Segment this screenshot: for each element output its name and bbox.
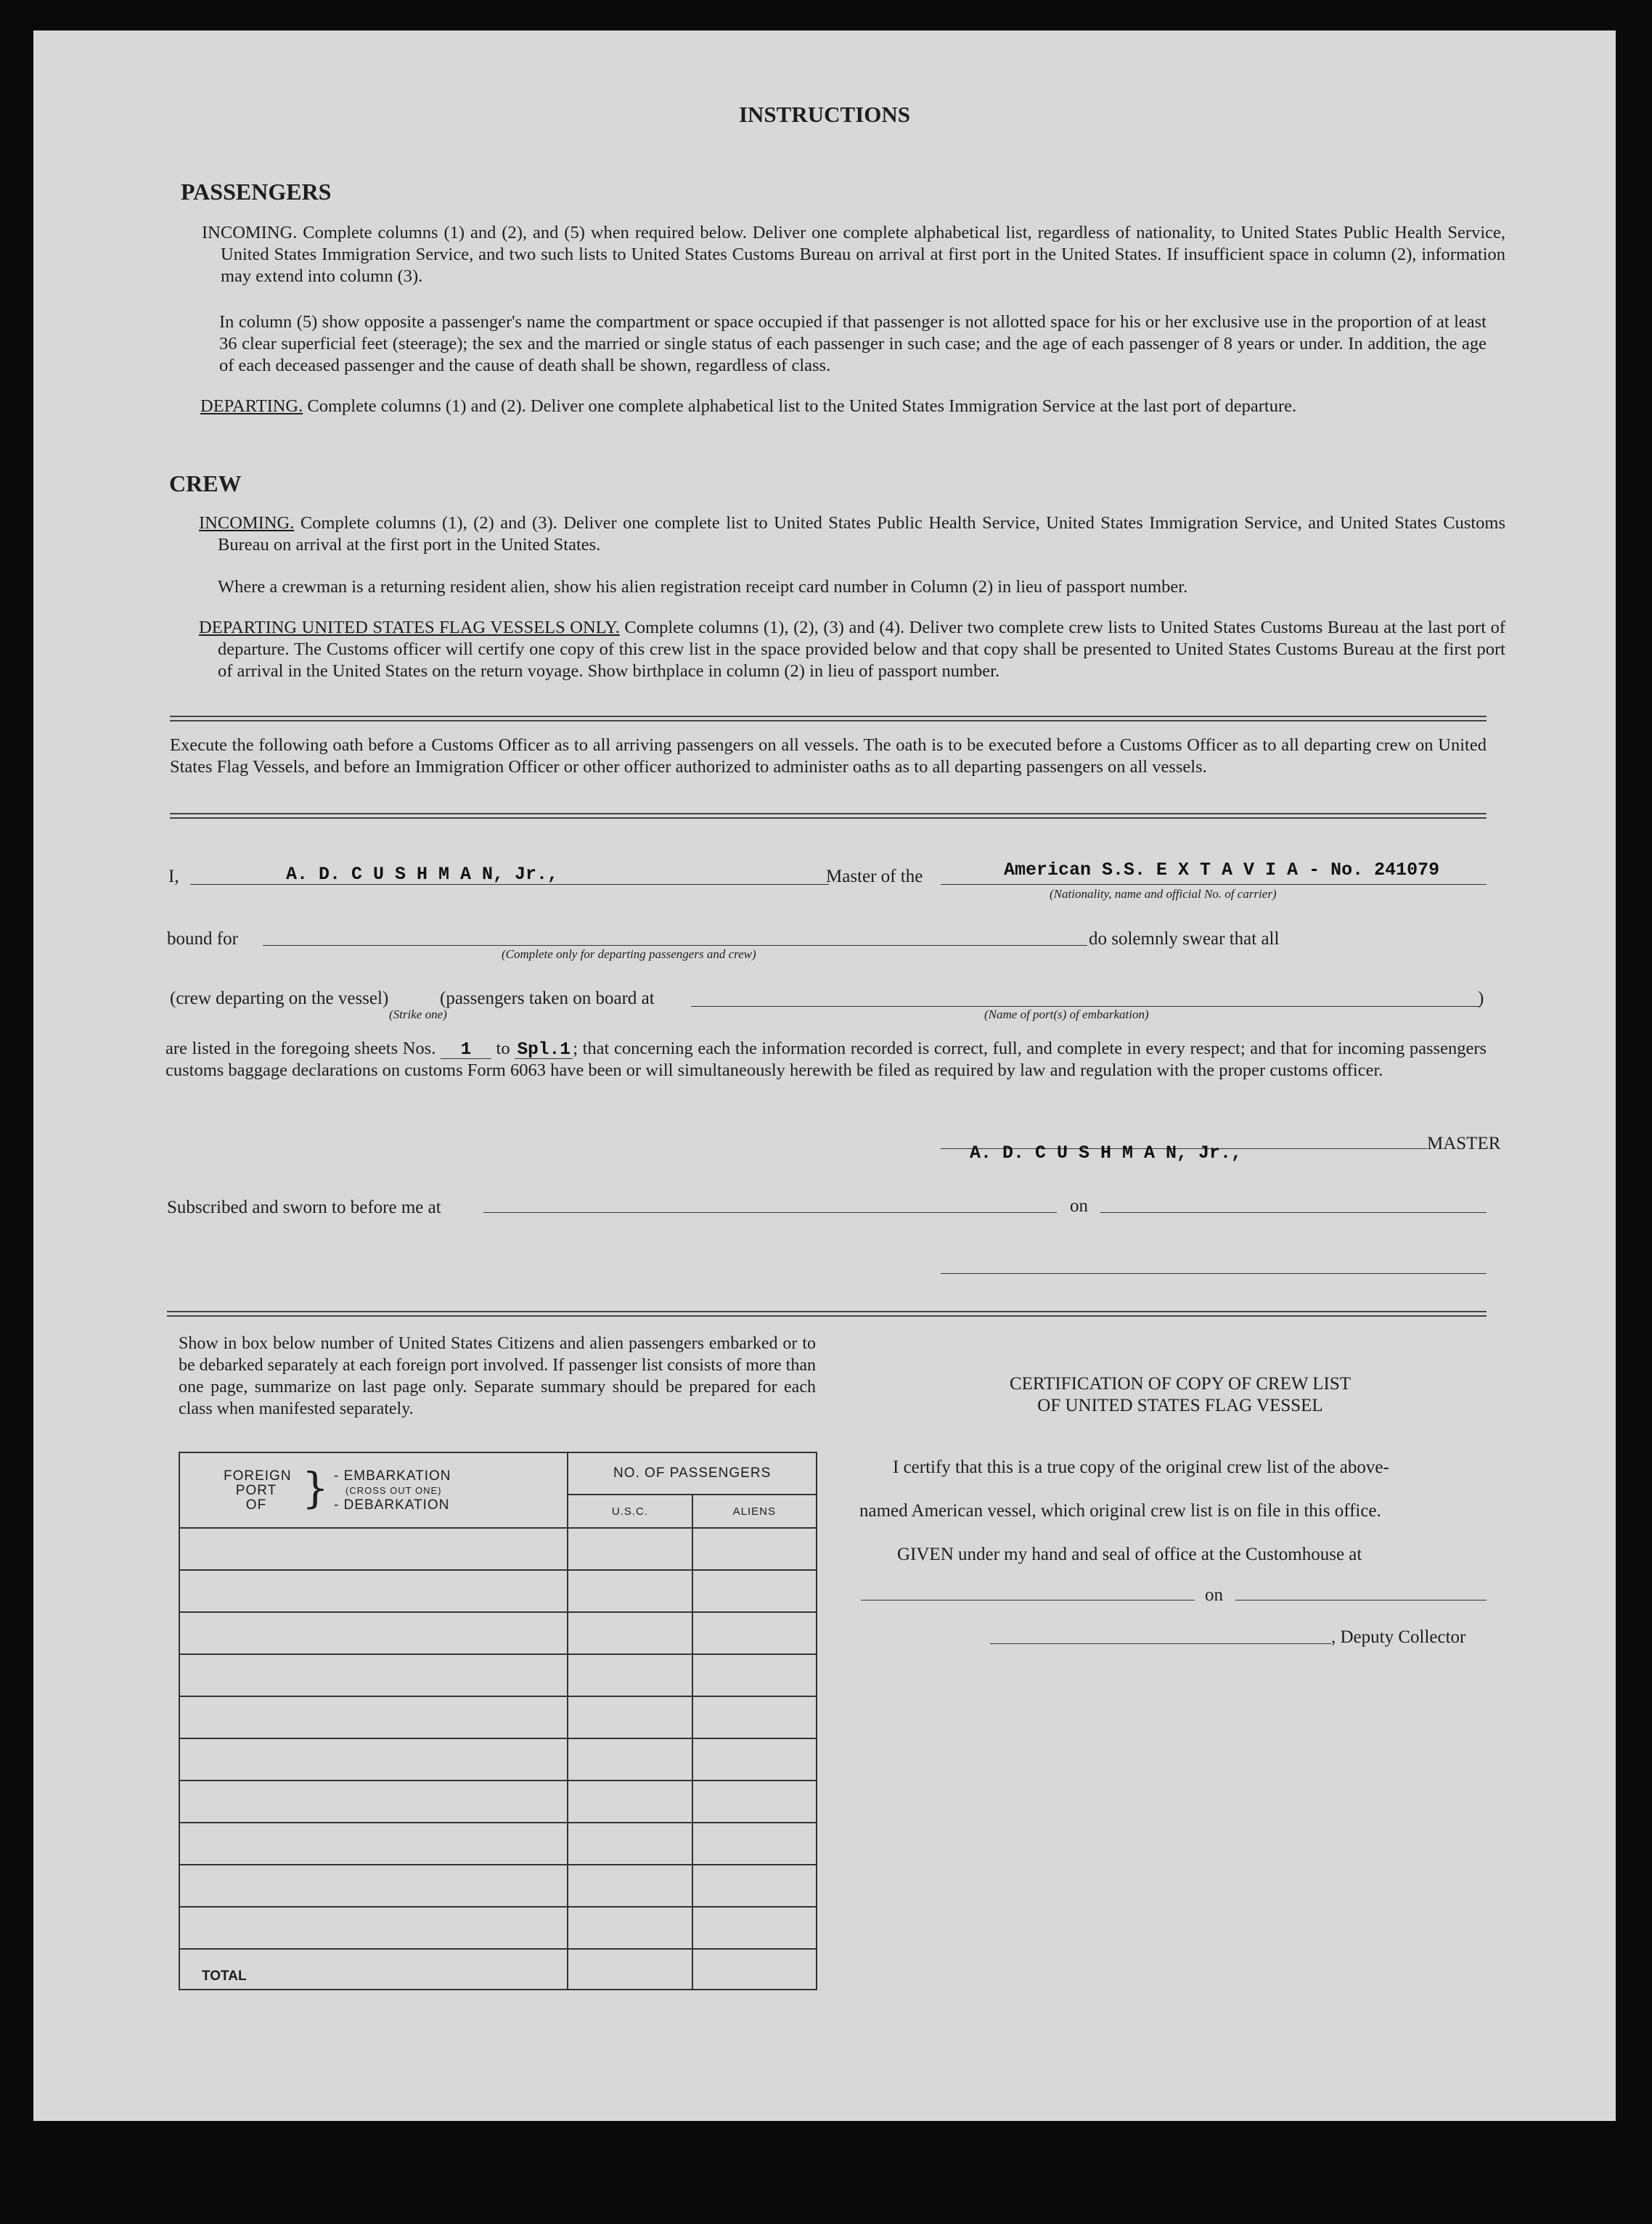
divider	[170, 813, 1487, 819]
passengers-departing-lead: DEPARTING.	[200, 396, 303, 416]
certification-line3: GIVEN under my hand and seal of office at the Customhouse at	[897, 1545, 1362, 1564]
sheets-paragraph	[165, 1038, 1487, 1082]
aliens-cell[interactable]	[692, 1823, 817, 1865]
aliens-label: ALIENS	[732, 1505, 776, 1518]
summary-row	[179, 1865, 817, 1907]
passenger-summary-table	[179, 1452, 817, 1990]
vessel-caption: (Nationality, name and official No. of carrier)	[1050, 887, 1277, 901]
port-caption: (Name of port(s) of embarkation)	[984, 1007, 1149, 1021]
certification-title-line2: OF UNITED STATES FLAG VESSEL	[1037, 1396, 1323, 1415]
usc-cell[interactable]	[568, 1612, 692, 1654]
usc-cell[interactable]	[568, 1654, 692, 1696]
port-line	[691, 1006, 1481, 1007]
bound-for-line	[263, 945, 1087, 946]
embarkation-label: - EMBARKATION	[334, 1468, 451, 1484]
subscribed-on-label: on	[1070, 1196, 1088, 1216]
crew-departing-option: (crew departing on the vessel)	[170, 989, 389, 1008]
aliens-cell[interactable]	[692, 1570, 817, 1612]
subscribed-place-line	[483, 1212, 1057, 1213]
passengers-departing-text: Complete columns (1) and (2). Deliver one complete alphabetical list to the United States Immigration Service at the last port of departure.	[307, 396, 1297, 416]
certification-on-label: on	[1205, 1585, 1223, 1605]
sheets-rest: ; that concerning each the information recorded is correct, full, and complete in every respect; and that for incoming passengers customs baggage declarations on customs Form 6063 have been or will simultaneously herewith be filed as required by law and regulation with the proper customs officer.	[165, 1039, 1487, 1080]
crew-departing-paragraph	[199, 617, 1505, 682]
summary-row	[179, 1570, 817, 1612]
vessel-line	[941, 884, 1487, 885]
port-cell[interactable]	[179, 1528, 568, 1570]
summary-row	[179, 1781, 817, 1823]
no-passengers-header	[568, 1452, 817, 1495]
aliens-cell[interactable]	[692, 1865, 817, 1907]
port-header-cell	[179, 1452, 568, 1528]
summary-instructions: Show in box below number of United States Citizens and alien passengers embarked or to be debarked separately at each foreign port involved. If passenger list consists of more than one page, summarize on last page only. Separate summary should be prepared for each class when manifested separately.	[179, 1334, 816, 1418]
no-passengers-label: NO. OF PASSENGERS	[613, 1465, 772, 1481]
deputy-collector-label: , Deputy Collector	[1331, 1627, 1466, 1647]
crew-heading: CREW	[169, 470, 242, 496]
swear-label: do solemnly swear that all	[1089, 929, 1280, 949]
brace-icon: }	[302, 1463, 329, 1513]
port-cell[interactable]	[179, 1738, 568, 1781]
passengers-incoming-paragraph	[202, 222, 1505, 287]
master-signature: A. D. C U S H M A N, Jr.,	[970, 1142, 1243, 1164]
total-aliens-cell[interactable]	[692, 1949, 817, 1990]
usc-cell[interactable]	[568, 1570, 692, 1612]
certification-title-line1: CERTIFICATION OF COPY OF CREW LIST	[1009, 1374, 1352, 1394]
summary-row	[179, 1907, 817, 1949]
usc-cell[interactable]	[568, 1696, 692, 1738]
sheet-to-value: Spl.1	[515, 1042, 573, 1059]
summary-row	[179, 1738, 817, 1781]
master-label: MASTER	[1427, 1134, 1501, 1153]
close-paren: )	[1478, 989, 1484, 1008]
summary-row	[179, 1654, 817, 1696]
crew-incoming-paragraph	[199, 512, 1505, 556]
subscribed-date-line	[1100, 1212, 1487, 1213]
port-cell[interactable]	[179, 1781, 568, 1823]
crew-incoming-lead: INCOMING.	[199, 513, 295, 533]
port-cell[interactable]	[179, 1823, 568, 1865]
page-title: INSTRUCTIONS	[738, 102, 910, 127]
port-cell[interactable]	[179, 1570, 568, 1612]
aliens-cell[interactable]	[692, 1654, 817, 1696]
debarkation-label: - DEBARKATION	[334, 1497, 450, 1513]
crew-resident-paragraph: Where a crewman is a returning resident alien, show his alien registration receipt card number in Column (2) in lieu of passport number.	[218, 577, 1188, 597]
usc-cell[interactable]	[568, 1528, 692, 1570]
summary-row	[179, 1823, 817, 1865]
summary-row	[179, 1528, 817, 1570]
oath-intro-paragraph: Execute the following oath before a Customs Officer as to all arriving passengers on all vessels. The oath is to be executed before a Customs Officer as to all departing crew on United States Flag Vessels, and before an Immigration Officer or other officer authorized to administer oaths as to all departing passengers on all vessels.	[170, 735, 1487, 777]
usc-cell[interactable]	[568, 1738, 692, 1781]
usc-cell[interactable]	[568, 1907, 692, 1949]
passengers-taken-option: (passengers taken on board at	[440, 989, 655, 1008]
passengers-heading: PASSENGERS	[181, 179, 332, 205]
port-header-of: OF	[245, 1497, 267, 1513]
summary-row	[179, 1696, 817, 1738]
total-usc-cell[interactable]	[568, 1949, 692, 1990]
port-cell[interactable]	[179, 1865, 568, 1907]
bound-for-label: bound for	[167, 929, 238, 949]
port-cell[interactable]	[179, 1654, 568, 1696]
sheet-from-value: 1	[441, 1042, 491, 1059]
port-header-foreign: FOREIGN	[224, 1468, 292, 1484]
usc-header	[568, 1495, 692, 1528]
port-header-port: PORT	[235, 1483, 277, 1498]
oath-i-label: I,	[168, 867, 179, 886]
certification-title	[875, 1373, 1485, 1417]
aliens-cell[interactable]	[692, 1528, 817, 1570]
usc-label: U.S.C.	[611, 1505, 649, 1518]
port-cell[interactable]	[179, 1907, 568, 1949]
aliens-cell[interactable]	[692, 1907, 817, 1949]
total-cell	[179, 1949, 568, 1990]
crew-incoming-text: Complete columns (1), (2) and (3). Deliver one complete list to United States Public Health Service, United States Immigration Service, and United States Customs Bureau on arrival at the first port in the United States.	[218, 513, 1505, 555]
bound-caption: (Complete only for departing passengers and crew)	[502, 947, 756, 961]
aliens-header	[692, 1495, 817, 1528]
cross-out-label: (CROSS OUT ONE)	[345, 1485, 442, 1496]
aliens-cell[interactable]	[692, 1781, 817, 1823]
sheets-prefix: are listed in the foregoing sheets Nos.	[165, 1039, 436, 1058]
passengers-departing-paragraph	[200, 396, 1505, 417]
master-of-label: Master of the	[826, 867, 923, 886]
port-cell[interactable]	[179, 1696, 568, 1738]
aliens-cell[interactable]	[692, 1696, 817, 1738]
document-page	[33, 30, 1616, 2121]
port-cell[interactable]	[179, 1612, 568, 1654]
crew-departing-lead: DEPARTING UNITED STATES FLAG VESSELS ONLY.	[199, 618, 620, 637]
divider	[170, 716, 1487, 721]
certification-line2: named American vessel, which original crew list is on file in this office.	[859, 1501, 1381, 1521]
crew-departing-text: Complete columns (1), (2), (3) and (4). Deliver two complete crew lists to United States Customs Bureau at the last port of departure. The Customs officer will certify one copy of this crew list in the space provided below and that copy shall be presented to United States Customs Bureau at the first port of arrival in the United States on the return voyage. Show birthplace in column (2) in lieu of passport number.	[218, 618, 1505, 681]
officer-signature-line	[941, 1273, 1487, 1274]
summary-row	[179, 1612, 817, 1654]
certification-line1: I certify that this is a true copy of the original crew list of the above-	[893, 1458, 1389, 1477]
total-label: TOTAL	[202, 1969, 247, 1984]
aliens-cell[interactable]	[692, 1738, 817, 1781]
divider	[167, 1311, 1487, 1317]
usc-cell[interactable]	[568, 1781, 692, 1823]
to-label: to	[496, 1039, 510, 1058]
passengers-incoming-lead: INCOMING.	[202, 223, 298, 242]
aliens-cell[interactable]	[692, 1612, 817, 1654]
deputy-signature-line	[990, 1643, 1331, 1644]
subscribed-label: Subscribed and sworn to before me at	[167, 1198, 441, 1217]
vessel-value: American S.S. E X T A V I A - No. 241079	[1004, 859, 1440, 880]
passengers-column5-paragraph: In column (5) show opposite a passenger's name the compartment or space occupied if that passenger is not allotted space for his or her exclusive use in the proportion of at least 36 clear superficial feet (steerage); the sex and the married or single status of each passenger in such case; and the age of each passenger of 8 years or under. In addition, the age of each deceased passenger and the cause of death shall be shown, regardless of class.	[219, 312, 1487, 375]
strike-caption: (Strike one)	[389, 1007, 447, 1021]
passengers-incoming-text: Complete columns (1) and (2), and (5) when required below. Deliver one complete alphabetical list, regardless of nationality, to United States Public Health Service, United States Immigration Service, and two such lists to United States Customs Bureau on arrival at first port in the United States. If insufficient space in column (2), information may extend into column (3).	[221, 223, 1506, 286]
usc-cell[interactable]	[568, 1865, 692, 1907]
master-name-value: A. D. C U S H M A N, Jr.,	[286, 864, 559, 885]
usc-cell[interactable]	[568, 1823, 692, 1865]
